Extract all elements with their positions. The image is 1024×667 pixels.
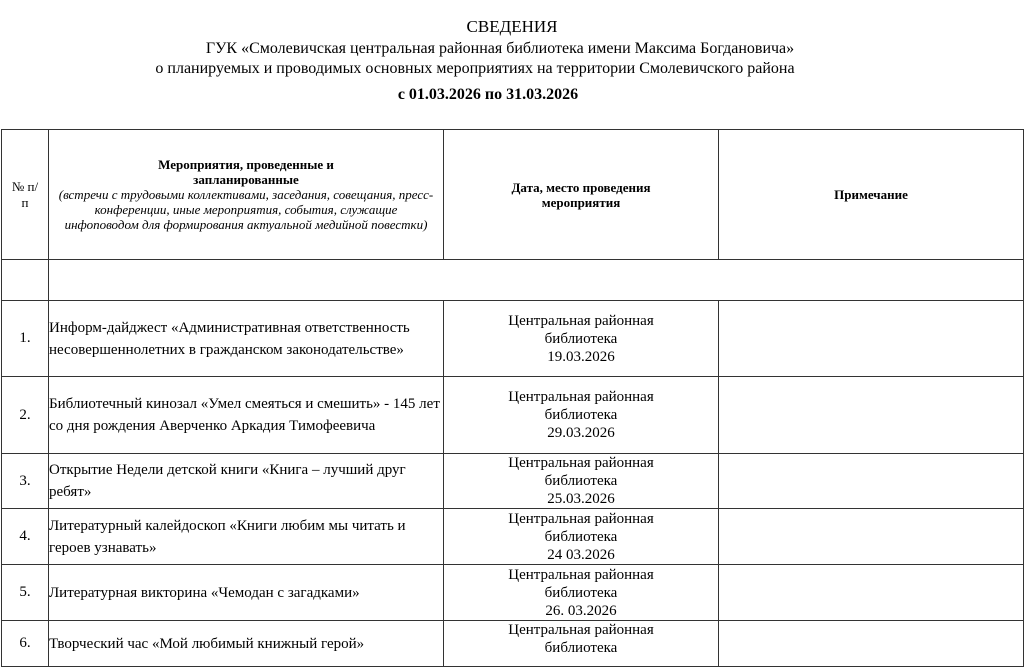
row-event: Библиотечный кинозал «Умел смеяться и смешить» - 145 лет со дня рождения Аверченко Аркадия Тимофеевича bbox=[49, 377, 444, 454]
row-date: 24 03.2026 bbox=[547, 546, 615, 563]
empty-cell bbox=[2, 260, 49, 301]
row-date: 26. 03.2026 bbox=[545, 602, 617, 619]
header-place bbox=[444, 130, 719, 260]
row-event: Литературная викторина «Чемодан с загадками» bbox=[49, 565, 444, 621]
events-table bbox=[1, 129, 1024, 667]
row-number: 5. bbox=[2, 565, 49, 621]
row-event: Творческий час «Мой любимый книжный герой» bbox=[49, 621, 444, 667]
header-note bbox=[719, 130, 1024, 260]
row-note bbox=[719, 565, 1024, 621]
table-row bbox=[2, 621, 1024, 667]
row-place-line1: Центральная районная bbox=[508, 455, 654, 471]
row-place-line1: Центральная районная bbox=[508, 622, 654, 638]
row-place-line1: Центральная районная bbox=[508, 389, 654, 405]
table-row bbox=[2, 565, 1024, 621]
row-note bbox=[719, 377, 1024, 454]
table-row-empty bbox=[2, 260, 1024, 301]
row-number: 1. bbox=[2, 301, 49, 377]
row-place bbox=[444, 301, 719, 377]
row-number: 6. bbox=[2, 621, 49, 667]
row-place bbox=[444, 621, 719, 667]
row-place bbox=[444, 565, 719, 621]
row-place-line2: библиотека bbox=[544, 473, 618, 489]
header-place-label: Дата, место проведения мероприятия bbox=[511, 179, 651, 210]
row-number: 4. bbox=[2, 509, 49, 565]
table-row bbox=[2, 454, 1024, 509]
header-event-description: (встречи с трудовыми коллективами, заседания, совещания, пресс-конференции, иные мероприятия, события, служащие инфоповодом для формирования актуальной медийной повестки) bbox=[58, 187, 434, 232]
row-place bbox=[444, 509, 719, 565]
row-place-line2: библиотека bbox=[544, 584, 618, 601]
row-date: 29.03.2026 bbox=[547, 425, 615, 441]
row-place-line1: Центральная районная bbox=[508, 566, 654, 583]
header-number bbox=[2, 130, 49, 260]
row-place-line1: Центральная районная bbox=[508, 312, 654, 329]
row-date: 19.03.2026 bbox=[547, 348, 615, 365]
row-place bbox=[444, 454, 719, 509]
row-place-line1: Центральная районная bbox=[508, 510, 654, 527]
header-event-title: Мероприятия, проведенные и запланированные bbox=[158, 157, 334, 187]
row-place-line2: библиотека bbox=[544, 640, 618, 656]
table-row bbox=[2, 509, 1024, 565]
row-event: Информ-дайджест «Административная ответственность несовершеннолетних в гражданском законодательстве» bbox=[49, 301, 444, 377]
row-note bbox=[719, 301, 1024, 377]
row-note bbox=[719, 454, 1024, 509]
header-note-label: Примечание bbox=[834, 187, 908, 202]
doc-period: с 01.03.2026 по 31.03.2026 bbox=[397, 86, 579, 103]
row-note bbox=[719, 509, 1024, 565]
empty-cell bbox=[49, 260, 1024, 301]
row-number: 2. bbox=[2, 377, 49, 454]
row-place-line2: библиотека bbox=[544, 407, 618, 423]
row-place-line2: библиотека bbox=[544, 528, 618, 545]
doc-title: СВЕДЕНИЯ bbox=[466, 17, 558, 36]
doc-organization: ГУК «Смолевичская центральная районная библиотека имени Максима Богдановича» bbox=[205, 40, 795, 57]
row-event: Литературный калейдоскоп «Книги любим мы читать и героев узнавать» bbox=[49, 509, 444, 565]
row-place bbox=[444, 377, 719, 454]
table-header-row bbox=[2, 130, 1024, 260]
table-row bbox=[2, 377, 1024, 454]
row-note bbox=[719, 621, 1024, 667]
row-date: 25.03.2026 bbox=[547, 491, 615, 507]
table-row bbox=[2, 301, 1024, 377]
row-event: Открытие Недели детской книги «Книга – лучший друг ребят» bbox=[49, 454, 444, 509]
row-place-line2: библиотека bbox=[544, 330, 618, 347]
header-event bbox=[49, 130, 444, 260]
row-number: 3. bbox=[2, 454, 49, 509]
doc-subtitle: о планируемых и проводимых основных мероприятиях на территории Смолевичского района bbox=[155, 60, 795, 77]
header-number-label: № п/п bbox=[11, 178, 39, 210]
